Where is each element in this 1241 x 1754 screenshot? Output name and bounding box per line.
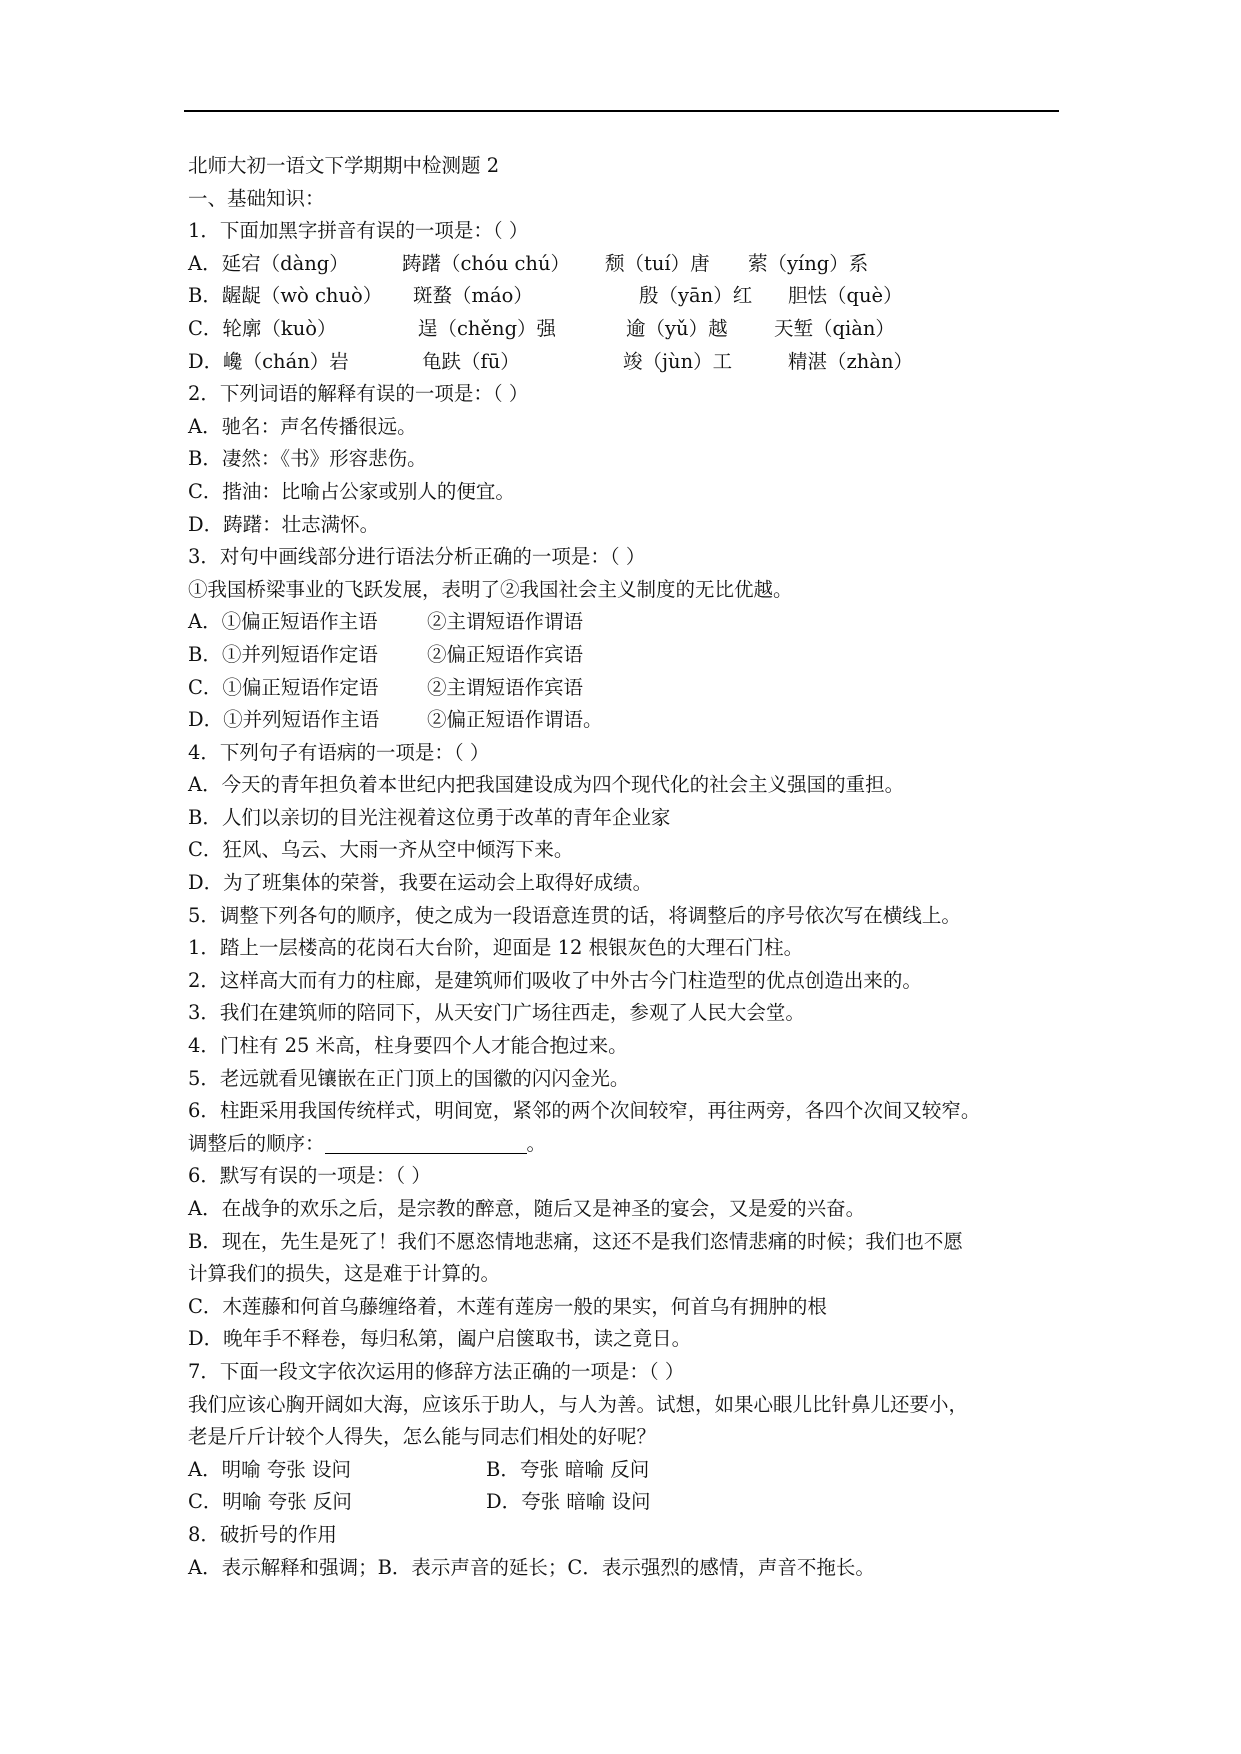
q1-b-3: 殷（yān）红 <box>639 284 753 308</box>
q3-a-2: ②主谓短语作谓语 <box>427 610 584 634</box>
q3-c-2: ②主谓短语作宾语 <box>427 675 584 699</box>
q6-stem: 6．默写有误的一项是：（ ） <box>188 1164 431 1188</box>
q1-c-4: 天堑（qiàn） <box>774 316 895 340</box>
q1-a-4: 萦（yíng）系 <box>748 251 869 275</box>
q6-line: D．晚年手不释卷，每归私第，阖户启箧取书，读之竟日。 <box>188 1327 692 1351</box>
q7-option-row <box>188 1486 1078 1519</box>
q1-d-2: 龟趺（fū） <box>422 349 520 373</box>
q7-passage: 老是斤斤计较个人得失，怎么能与同志们相处的好呢？ <box>188 1425 657 1449</box>
document-title: 北师大初一语文下学期期中检测题 2 <box>188 154 500 177</box>
q5-item: 1．踏上一层楼高的花岗石大台阶，迎面是 12 根银灰色的大理石门柱。 <box>188 936 804 960</box>
q1-option-row <box>188 346 1078 379</box>
q1-a-3: 颓（tuí）唐 <box>605 251 710 275</box>
q1-option-row <box>188 280 1078 313</box>
q2-stem: 2．下列词语的解释有误的一项是：（ ） <box>188 382 529 406</box>
q1-stem: 1．下面加黑字拼音有误的一项是：（ ） <box>188 219 529 243</box>
q1-d-4: 精湛（zhàn） <box>788 349 914 373</box>
q5-item: 2．这样高大而有力的柱廊，是建筑师们吸收了中外古今门柱造型的优点创造出来的。 <box>188 968 922 992</box>
q8-options: A．表示解释和强调；B．表示声音的延长；C．表示强烈的感情，声音不拖长。 <box>188 1555 875 1579</box>
q1-c-2: 逞（chěng）强 <box>418 316 557 340</box>
q3-c-1: C．①偏正短语作定语 <box>188 675 379 699</box>
q3-d-1: D．①并列短语作主语 <box>188 708 380 732</box>
q1-option-row <box>188 248 1078 281</box>
q3-option <box>188 672 1078 705</box>
q4-stem: 4．下列句子有语病的一项是：（ ） <box>188 740 490 764</box>
q5-item: 6．柱距采用我国传统样式，明间宽，紧邻的两个次间较窄，再往两旁，各四个次间又较窄。 <box>188 1099 981 1123</box>
q5-item: 5．老远就看见镶嵌在正门顶上的国徽的闪闪金光。 <box>188 1066 630 1090</box>
q5-answer-label: 调整后的顺序： <box>188 1131 325 1155</box>
q8-stem: 8．破折号的作用 <box>188 1522 337 1546</box>
q6-line: B．现在，先生是死了！我们不愿恣情地悲痛，这还不是我们恣情悲痛的时候；我们也不愿 <box>188 1229 963 1253</box>
q5-answer-line <box>188 1128 1078 1161</box>
q5-stem: 5．调整下列各句的顺序，使之成为一段语意连贯的话，将调整后的序号依次写在横线上。 <box>188 903 961 927</box>
q2-option: C．揩油：比喻占公家或别人的便宜。 <box>188 479 515 503</box>
q1-d-1: D．巉（chán）岩 <box>188 349 349 373</box>
document-body <box>188 150 1078 1584</box>
q6-line: 计算我们的损失，这是难于计算的。 <box>188 1262 501 1286</box>
q7-d: D．夸张 暗喻 设问 <box>486 1490 651 1514</box>
q1-a-1: A．延宕（dàng） <box>188 251 349 275</box>
q4-option: A．今天的青年担负着本世纪内把我国建设成为四个现代化的社会主义强国的重担。 <box>188 773 905 797</box>
q2-option: A．驰名：声名传播很远。 <box>188 414 417 438</box>
q5-answer-end: 。 <box>526 1131 547 1155</box>
q3-option <box>188 704 1078 737</box>
q5-item: 3．我们在建筑师的陪同下，从天安门广场往西走，参观了人民大会堂。 <box>188 1001 805 1025</box>
q3-a-1: A．①偏正短语作主语 <box>188 610 378 634</box>
q1-d-3: 竣（jùn）工 <box>623 349 733 373</box>
q2-option: B．凄然：《书》形容悲伤。 <box>188 447 427 471</box>
q1-b-2: 斑蝥（máo） <box>413 284 533 308</box>
q3-b-2: ②偏正短语作宾语 <box>427 642 584 666</box>
q3-d-2: ②偏正短语作谓语。 <box>427 708 603 732</box>
q3-b-1: B．①并列短语作定语 <box>188 642 378 666</box>
q5-answer-blank[interactable] <box>325 1131 527 1154</box>
q3-sentence: ①我国桥梁事业的飞跃发展，表明了②我国社会主义制度的无比优越。 <box>188 577 793 601</box>
q4-option: B．人们以亲切的目光注视着这位勇于改革的青年企业家 <box>188 805 671 829</box>
q7-option-row <box>188 1454 1078 1487</box>
q2-option: D．踌躇：壮志满怀。 <box>188 512 380 536</box>
q1-b-4: 胆怯（què） <box>788 284 903 308</box>
q6-line: A．在战争的欢乐之后，是宗教的醉意，随后又是神圣的宴会，又是爱的兴奋。 <box>188 1197 866 1220</box>
q4-option: D．为了班集体的荣誉，我要在运动会上取得好成绩。 <box>188 871 653 895</box>
q7-c: C．明喻 夸张 反问 <box>188 1490 352 1514</box>
q1-b-1: B．龌龊（wò chuò） <box>188 284 383 308</box>
section-heading: 一、基础知识： <box>188 186 325 210</box>
q3-stem: 3．对句中画线部分进行语法分析正确的一项是：（ ） <box>188 545 646 569</box>
q3-option <box>188 606 1078 639</box>
q3-option <box>188 639 1078 672</box>
q7-stem: 7．下面一段文字依次运用的修辞方法正确的一项是：（ ） <box>188 1359 685 1383</box>
q6-line: C．木莲藤和何首乌藤缠络着，木莲有莲房一般的果实，何首乌有拥肿的根 <box>188 1294 827 1318</box>
q5-item: 4．门柱有 25 米高，柱身要四个人才能合抱过来。 <box>188 1034 628 1058</box>
q1-option-row <box>188 313 1078 346</box>
q1-c-3: 逾（yǔ）越 <box>626 316 728 340</box>
q7-b: B．夸张 暗喻 反问 <box>486 1457 650 1481</box>
q1-c-1: C．轮廓（kuò） <box>188 316 337 340</box>
q7-a: A．明喻 夸张 设问 <box>188 1457 351 1481</box>
q7-passage: 我们应该心胸开阔如大海，应该乐于助人，与人为善。试想，如果心眼儿比针鼻儿还要小， <box>188 1392 969 1416</box>
header-rule <box>184 110 1059 112</box>
q4-option: C．狂风、乌云、大雨一齐从空中倾泻下来。 <box>188 838 574 862</box>
q1-a-2: 踌躇（chóu chú） <box>402 251 571 275</box>
